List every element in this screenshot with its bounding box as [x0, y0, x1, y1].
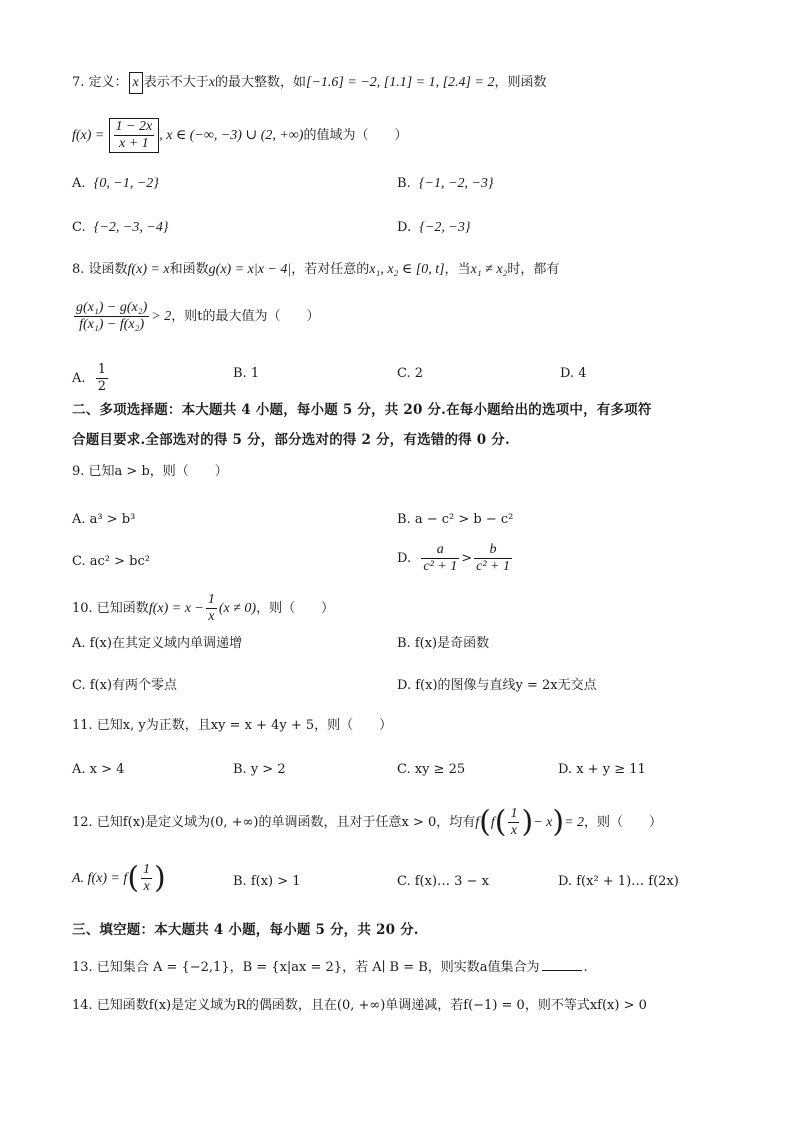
q13-answer-blank[interactable] — [542, 970, 582, 971]
q11-option-c[interactable]: C. xy ≥ 25 — [397, 762, 466, 777]
q7-frac-den: x + 1 — [119, 136, 149, 151]
q8-option-c[interactable]: C. 2 — [397, 366, 424, 381]
q12-stem: 12. 已知f(x)是定义域为(0, +∞)的单调函数，且对于任意x > 0，均有f(f( $\frac{1}{x}$ )− x)= 2，则（ ） — [72, 804, 663, 840]
q12-option-d[interactable]: D. f(x² + 1)… f(2x) — [558, 874, 679, 889]
q14-stem: 14. 已知函数f(x)是定义域为R的偶函数，且在(0, +∞)单调递减，若f(−1) = 0，则不等式xf(x) > 0 — [72, 998, 647, 1013]
q7-def-text: 表示不大于 — [143, 75, 209, 90]
q7-line1: 7. 定义： x 表示不大于x的最大整数，如[−1.6] = −2, [1.1] = 1, [2.4] = 2，则函数 — [72, 72, 546, 94]
q9-option-c[interactable]: C. ac² > bc² — [72, 554, 150, 569]
q10-option-c[interactable]: C. f(x)有两个零点 — [72, 678, 178, 693]
q9-stem: 9. 已知a > b，则（ ） — [72, 464, 228, 479]
q11-option-a[interactable]: A. x > 4 — [72, 762, 125, 777]
q7-prefix: 7. 定义： — [72, 75, 128, 90]
q7-examples: [−1.6] = −2, [1.1] = 1, [2.4] = 2 — [306, 75, 495, 90]
q8-line2: $\frac{\text{g(x₁) − g(x₂)}}{\text{f(x₁) − f(x₂)}}$ > 2，则t的最大值为（ ） — [76, 300, 320, 332]
q10-option-d[interactable]: D. f(x)的图像与直线y = 2x无交点 — [397, 678, 597, 693]
q7-option-a[interactable]: A. {0, −1, −2} — [72, 176, 159, 191]
section2-line2: 合题目要求.全部选对的得 5 分，部分选对的得 2 分，有选错的得 0 分. — [72, 432, 510, 448]
q8-option-b[interactable]: B. 1 — [233, 366, 260, 381]
q12-option-c[interactable]: C. f(x)… 3 − x — [397, 874, 489, 889]
q7-line2 — [72, 118, 407, 153]
q12-option-a[interactable]: A. f(x) = f( $\frac{1}{x}$ ) — [72, 860, 166, 896]
section2-line1: 二、多项选择题：本大题共 4 小题，每小题 5 分，共 20 分.在每小题给出的选项中，有多项符 — [72, 402, 652, 418]
q11-option-b[interactable]: B. y > 2 — [233, 762, 286, 777]
q7-option-c[interactable]: C. {−2, −3, −4} — [72, 220, 169, 235]
q9-option-d[interactable]: D. $\frac{a}{\text{c² + 1}}$ > $\frac{b}{\text{c² + 1}}$ — [397, 542, 510, 574]
q7-func-lhs: f(x) = — [72, 128, 105, 143]
q9-option-b[interactable]: B. a − c² > b − c² — [397, 512, 514, 527]
q13-stem: 13. 已知集合 A = {−2,1}，B = {x|ax = 2}，若 A∣ B = B，则实数a值集合为 . — [72, 960, 588, 975]
q7-option-b[interactable]: B. {−1, −2, −3} — [397, 176, 494, 191]
q11-stem: 11. 已知x, y为正数，且xy = x + 4y + 5，则（ ） — [72, 718, 393, 733]
q7-tail: 的值域为（ ） — [303, 128, 408, 143]
section3-header: 三、填空题：本大题共 4 小题，每小题 5 分，共 20 分. — [72, 922, 419, 938]
q10-option-a[interactable]: A. f(x)在其定义域内单调递增 — [72, 636, 242, 651]
q10-option-b[interactable]: B. f(x)是奇函数 — [397, 636, 490, 651]
q10-stem: 10. 已知函数f(x) = x − $\frac{1}{x}$ (x ≠ 0)，则（ ） — [72, 592, 335, 624]
q8-option-d[interactable]: D. 4 — [560, 366, 587, 381]
q7-def-text2: 的最大整数，如 — [215, 75, 307, 90]
q8-fraction: $\frac{\text{g(x₁) − g(x₂)}}{\text{f(x₁) − f(x₂)}}$ — [76, 300, 148, 332]
q12-option-b[interactable]: B. f(x) > 1 — [233, 874, 301, 889]
q8-option-a[interactable]: A. $\frac{1}{2}$ — [72, 362, 107, 394]
q7-frac-num: 1 − 2x — [115, 119, 153, 134]
q7-option-d[interactable]: D. {−2, −3} — [397, 220, 471, 235]
q11-option-d[interactable]: D. x + y ≥ 11 — [558, 762, 646, 777]
q9-option-a[interactable]: A. a³ > b³ — [72, 512, 136, 527]
q7-suffix: ，则函数 — [494, 75, 547, 90]
q7-domain: , x ∈ (−∞, −3) ∪ (2, +∞) — [159, 128, 304, 143]
q8-line1: 8. 设函数f(x) = x和函数g(x) = x|x − 4|，若对任意的x₁, x₂ ∈ [0, t]，当x₁ ≠ x₂时，都有 — [72, 262, 560, 277]
